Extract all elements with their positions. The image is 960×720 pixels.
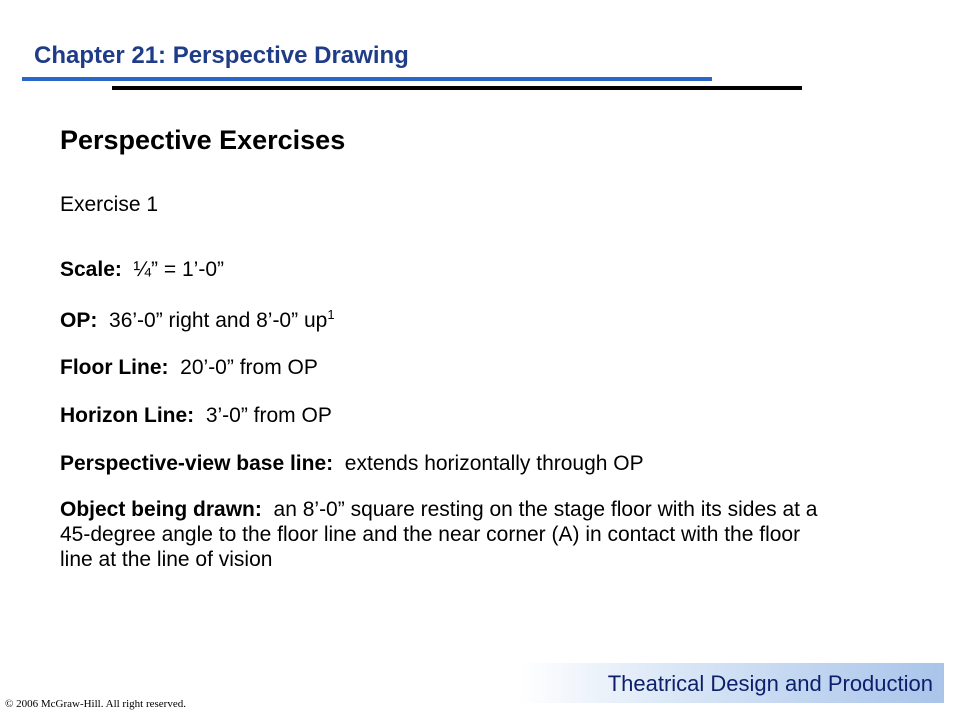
header-rule-blue — [22, 77, 712, 81]
copyright: © 2006 McGraw-Hill. All right reserved. — [5, 698, 186, 710]
spec-object — [60, 497, 830, 572]
spec-horizon-line — [60, 403, 332, 428]
footer-band — [0, 663, 944, 703]
spec-base-line-label: Perspective-view base line: — [60, 452, 334, 475]
slide-heading: Perspective Exercises — [60, 125, 346, 155]
spec-scale — [60, 257, 224, 282]
spec-horizon-line-label: Horizon Line: — [60, 404, 195, 427]
spec-base-line-value: extends horizontally through OP — [333, 452, 644, 475]
spec-floor-line-value: 20’-0” from OP — [168, 356, 318, 379]
spec-horizon-line-value: 3’-0” from OP — [194, 404, 332, 427]
spec-op-label: OP: — [60, 309, 98, 332]
spec-scale-label: Scale: — [60, 258, 122, 281]
header-rule-black — [112, 86, 802, 90]
footnote-marker: 1 — [327, 307, 335, 322]
spec-floor-line — [60, 355, 318, 380]
spec-object-value: an 8’-0” square resting on the stage floor with its sides at a 45-degree angle to the floor line and the near corner (A) in contact with the floor line at the line of vision — [60, 498, 824, 571]
spec-op-value: 36’-0” right and 8’-0” up — [97, 309, 328, 332]
footer-title: Theatrical Design and Production — [607, 671, 933, 696]
spec-floor-line-label: Floor Line: — [60, 356, 169, 379]
chapter-title: Chapter 21: Perspective Drawing — [34, 42, 409, 69]
spec-scale-value: ¼” = 1’-0” — [121, 258, 224, 281]
spec-base-line — [60, 451, 644, 476]
spec-op — [60, 308, 335, 333]
exercise-label: Exercise 1 — [60, 193, 159, 216]
spec-object-label: Object being drawn: — [60, 498, 262, 521]
